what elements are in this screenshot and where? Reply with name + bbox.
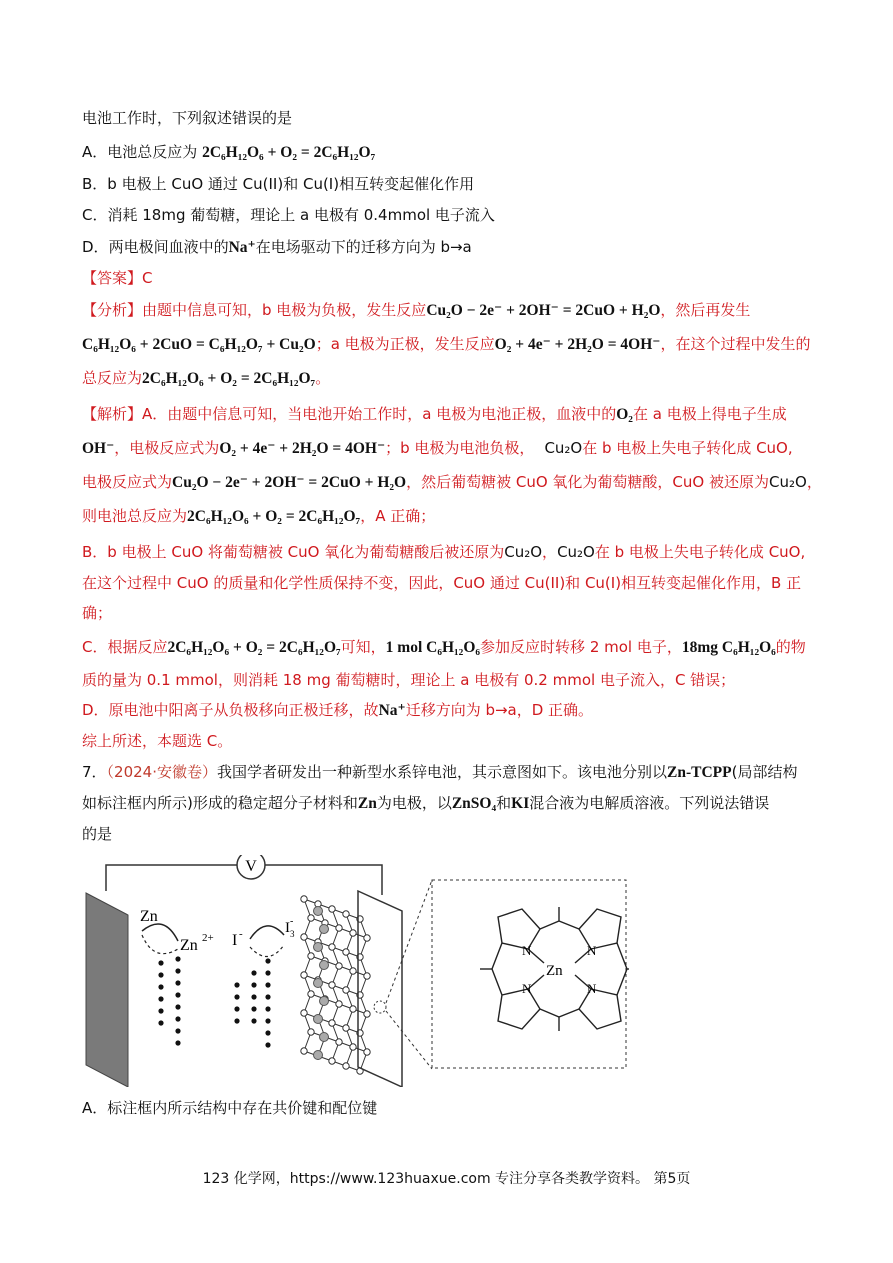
analysis-line-3: 总反应为2C₆H₁₂O₆ + O₂ = 2C₆H₁₂O₇。 [82, 369, 331, 387]
answer-line: 【答案】C [82, 269, 153, 287]
explain-line-1: 【解析】A．由题中信息可知，当电池开始工作时，a 电极为电池正极，血液中的O₂在 a 电极上得电子生成 [82, 405, 787, 423]
zn2-label: Zn [180, 937, 198, 954]
explain-line-3: 电极反应式为Cu₂O − 2e⁻ + 2OH⁻ = 2CuO + H₂O，然后葡萄糖被 CuO 氧化为葡萄糖酸，CuO 被还原为Cu₂O， [82, 473, 822, 491]
svg-text:-: - [290, 916, 294, 927]
explain-summary: 综上所述，本题选 C。 [82, 732, 233, 750]
explain-line-2: OH⁻，电极反应式为O₂ + 4e⁻ + 2H₂O = 4OH⁻；b 电极为电池负极， Cu₂O在 b 电极上失电子转化成 CuO, [82, 439, 793, 457]
svg-text:N: N [587, 981, 597, 996]
voltmeter-label: V [245, 858, 257, 875]
formula: 2C₆H₁₂O₆ + O₂ = 2C₆H₁₂O₇ [202, 144, 376, 161]
explain-line-7: 确； [82, 604, 113, 622]
triiodide-label: I [285, 920, 290, 936]
svg-text:N: N [522, 943, 532, 958]
structure-callout-box [432, 880, 626, 1068]
zn-label: Zn [140, 908, 158, 925]
q7-stem-line-3: 的是 [82, 825, 113, 843]
option-b: B．b 电极上 CuO 通过 Cu(II)和 Cu(I)相互转变起催化作用 [82, 175, 475, 193]
zinc-electrode [86, 893, 128, 1087]
question-stem: 电池工作时，下列叙述错误的是 [82, 109, 293, 127]
q7-stem-line-1: 7．（2024·安徽卷）我国学者研发出一种新型水系锌电池，其示意图如下。该电池分别以Zn-TCPP(局部结构 [82, 763, 798, 781]
q7-option-a: A．标注框内所示结构中存在共价键和配位键 [82, 1099, 378, 1117]
explain-line-10: D．原电池中阳离子从负极移向正极迁移，故Na⁺迁移方向为 b→a，D 正确。 [82, 701, 594, 719]
option-c: C．消耗 18mg 葡萄糖，理论上 a 电极有 0.4mmol 电子流入 [82, 206, 495, 224]
ion-dots [158, 956, 270, 1047]
explain-line-9: 质的量为 0.1 mmol，则消耗 18 mg 葡萄糖时，理论上 a 电极有 0.2 mmol 电子流入，C 错误； [82, 671, 736, 689]
cycle-arrow-icon [142, 924, 178, 941]
explain-line-4: 则电池总反应为2C₆H₁₂O₆ + O₂ = 2C₆H₁₂O₇，A 正确； [82, 507, 436, 525]
explain-line-6: 在这个过程中 CuO 的质量和化学性质保持不变，因此，CuO 通过 Cu(II)和 Cu(I)相互转变起催化作用，B 正 [82, 574, 802, 592]
svg-text:-: - [239, 928, 243, 940]
page-footer: 123 化学网，https://www.123huaxue.com 专注分享各类教学资料。 第5页 [202, 1171, 691, 1187]
svg-text:3: 3 [290, 929, 295, 939]
supramolecular-grid [301, 896, 370, 1074]
iodide-label: I [232, 932, 238, 949]
explain-line-5: B．b 电极上 CuO 将葡萄糖被 CuO 氧化为葡萄糖酸后被还原为Cu₂O，Cu₂O在 b 电极上失电子转化成 CuO, [82, 543, 806, 561]
analysis-line-1: 【分析】由题中信息可知，b 电极为负极，发生反应Cu₂O − 2e⁻ + 2OH⁻ = 2CuO + H₂O，然后再发生 [82, 301, 751, 319]
q7-stem-line-2: 如标注框内所示)形成的稳定超分子材料和Zn为电极，以ZnSO₄和KI混合液为电解质溶液。下列说法错误 [82, 794, 770, 812]
option-d: D．两电极间血液中的Na⁺在电场驱动下的迁移方向为 b→a [82, 238, 472, 256]
svg-text:N: N [587, 943, 597, 958]
svg-text:N: N [522, 981, 532, 996]
option-a: A．电池总反应为 2C₆H₁₂O₆ + O₂ = 2C₆H₁₂O₇ [82, 143, 376, 161]
explain-line-8: C．根据反应2C₆H₁₂O₆ + O₂ = 2C₆H₁₂O₇可知，1 mol C₆H₁₂O₆参加反应时转移 2 mol 电子，18mg C₆H₁₂O₆的物 [82, 638, 806, 656]
battery-diagram [82, 855, 630, 1087]
zn-center-label: Zn [546, 963, 563, 979]
svg-text:2+: 2+ [202, 932, 214, 944]
analysis-line-2: C₆H₁₂O₆ + 2CuO = C₆H₁₂O₇ + Cu₂O；a 电极为正极，发生反应O₂ + 4e⁻ + 2H₂O = 4OH⁻，在这个过程中发生的 [82, 335, 811, 353]
